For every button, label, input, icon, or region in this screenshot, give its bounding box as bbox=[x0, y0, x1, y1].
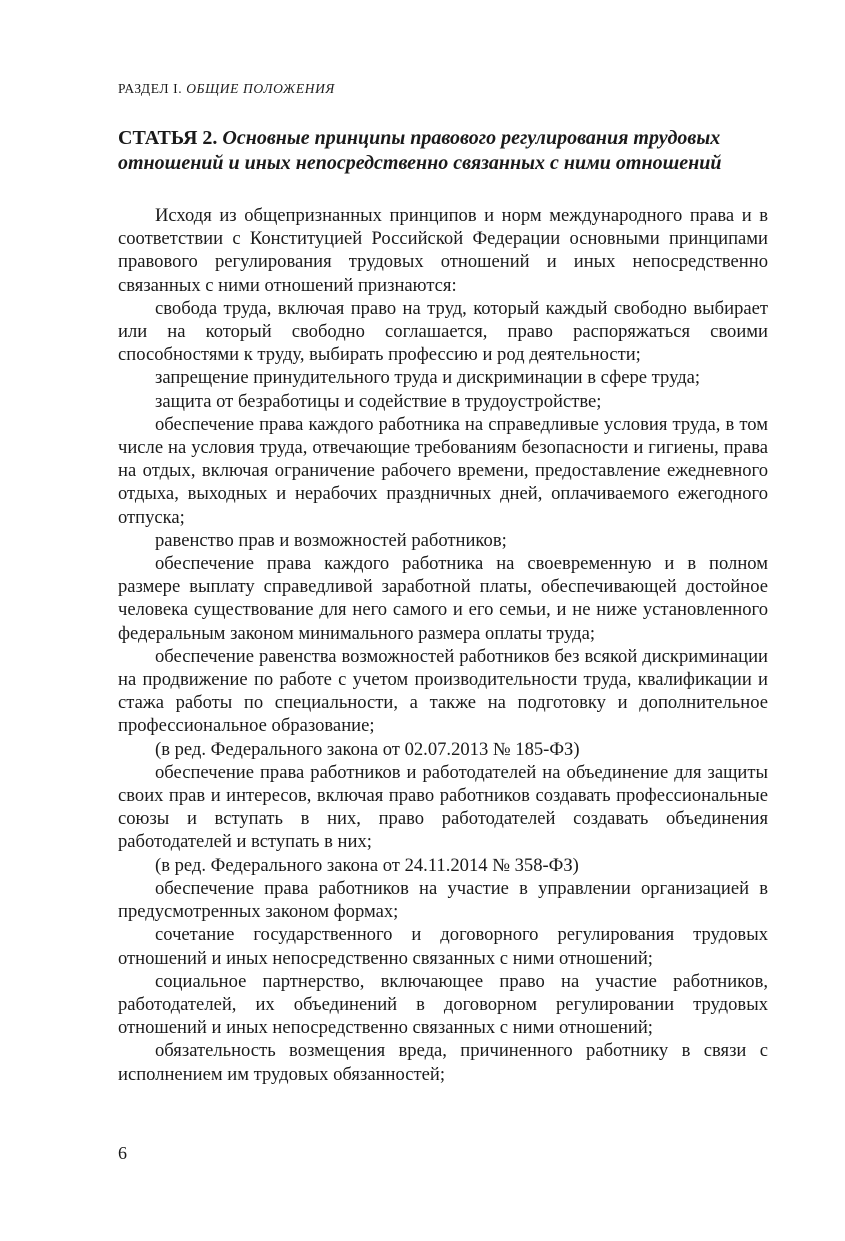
article-title: Основные принципы правового регулирования трудовых отношений и иных непосредственно связанных с ними отношений bbox=[118, 127, 722, 174]
paragraph: социальное партнерство, включающее право на участие работников, работодателей, их объединений в договорном регулировании трудовых отношений и иных непосредственно связанных с ними отношений; bbox=[118, 970, 768, 1039]
paragraph: свобода труда, включая право на труд, который каждый свободно выбирает или на который свободно соглашается, право распоряжаться своими способностями к труду, выбирать профессию и род деятельности; bbox=[118, 297, 768, 366]
paragraph: запрещение принудительного труда и дискриминации в сфере труда; bbox=[155, 367, 701, 389]
running-head bbox=[118, 80, 335, 98]
paragraph: защита от безработицы и содействие в трудоустройстве; bbox=[155, 390, 602, 412]
paragraph: обеспечение права каждого работника на справедливые условия труда, в том числе на условия труда, отвечающие требованиям безопасности и гигиены, права на отдых, включая ограничение рабочего времени, предоставление ежедневного отдыха, выходных и нерабочих праздничных дней, оплачиваемого ежегодного отпуска; bbox=[118, 413, 768, 528]
paragraph: равенство прав и возможностей работников; bbox=[155, 529, 507, 551]
paragraph: обеспечение права работников на участие в управлении организацией в предусмотренных законом формах; bbox=[118, 877, 768, 923]
paragraph-intro: Исходя из общепризнанных принципов и норм международного права и в соответствии с Конституцией Российской Федерации основными принципами правового регулирования трудовых отношений и иных непосредственно связанных с ними отношений признаются: bbox=[118, 205, 768, 296]
article-body bbox=[118, 204, 768, 1086]
running-head-title: ОБЩИЕ ПОЛОЖЕНИЯ bbox=[186, 81, 335, 96]
paragraph: обязательность возмещения вреда, причиненного работнику в связи с исполнением им трудовых обязанностей; bbox=[118, 1040, 768, 1085]
page-number: 6 bbox=[118, 1143, 127, 1163]
paragraph: обеспечение права работников и работодателей на объединение для защиты своих прав и интересов, включая право работников создавать профессиональные союзы и вступать в них, право работодателей создавать объединения работодателей и вступать в них; bbox=[118, 761, 768, 853]
running-head-section: РАЗДЕЛ I. bbox=[118, 81, 183, 96]
paragraph: сочетание государственного и договорного регулирования трудовых отношений и иных непосредственно связанных с ними отношений; bbox=[118, 924, 768, 969]
article-number: СТАТЬЯ 2. bbox=[118, 127, 218, 149]
paragraph: обеспечение равенства возможностей работников без всякой дискриминации на продвижение по работе с учетом производительности труда, квалификации и стажа работы по специальности, а также на подготовку и дополнительное профессиональное образование; bbox=[118, 645, 768, 737]
paragraph: обеспечение права каждого работника на своевременную и в полном размере выплату справедливой заработной платы, обеспечивающей достойное человека существование для него самого и его семьи, и не ниже установленного федеральным законом минимального размера оплаты труда; bbox=[118, 553, 768, 644]
article-heading bbox=[118, 126, 738, 176]
amendment-note: (в ред. Федерального закона от 24.11.2014 № 358-ФЗ) bbox=[155, 854, 579, 876]
amendment-note: (в ред. Федерального закона от 02.07.2013 № 185-ФЗ) bbox=[155, 738, 580, 760]
